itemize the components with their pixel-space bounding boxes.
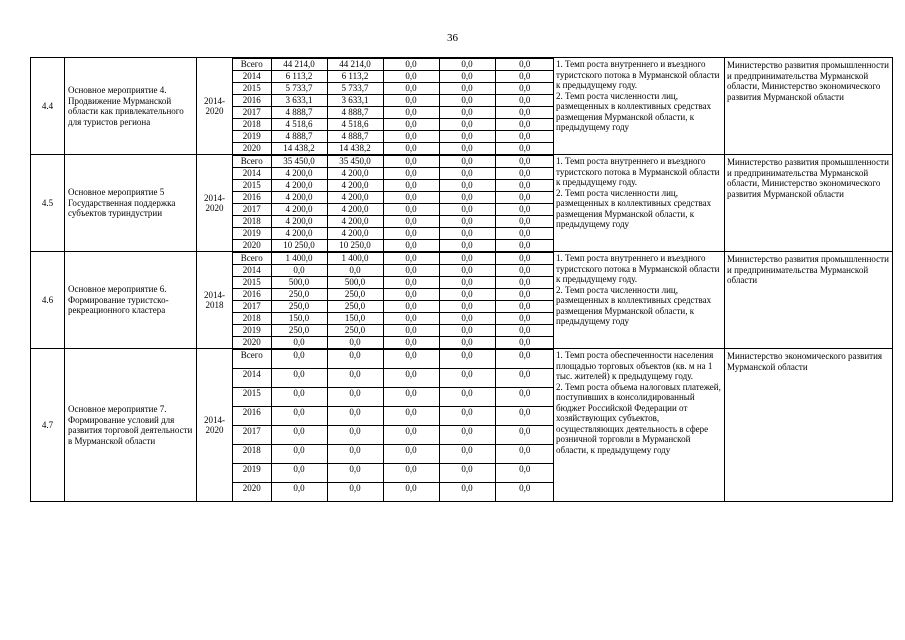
funding-row <box>233 71 554 83</box>
funding-year: 2017 <box>233 426 271 445</box>
funding-row <box>233 192 554 204</box>
funding-value: 0,0 <box>327 369 383 388</box>
responsible-executor: Министерство развития промышленности и предпринимательства Мурманской области, Министерство экономического развития Мурманской области <box>725 155 893 252</box>
funding-value: 4 888,7 <box>271 131 327 143</box>
funding-value: 150,0 <box>271 313 327 325</box>
funding-value: 4 200,0 <box>327 168 383 180</box>
funding-year: 2016 <box>233 95 271 107</box>
funding-value: 0,0 <box>495 228 554 240</box>
funding-value: 0,0 <box>439 407 495 426</box>
funding-value: 0,0 <box>383 289 439 301</box>
funding-value: 0,0 <box>383 369 439 388</box>
funding-value: 0,0 <box>383 228 439 240</box>
funding-value: 0,0 <box>327 464 383 483</box>
funding-value: 1 400,0 <box>327 253 383 265</box>
funding-year: 2018 <box>233 119 271 131</box>
funding-value: 0,0 <box>383 388 439 407</box>
funding-value: 0,0 <box>439 71 495 83</box>
funding-row <box>233 426 554 445</box>
funding-value: 500,0 <box>327 277 383 289</box>
funding-value: 0,0 <box>495 131 554 143</box>
funding-value: 0,0 <box>383 313 439 325</box>
funding-row <box>233 119 554 131</box>
funding-year: 2014 <box>233 265 271 277</box>
funding-value: 0,0 <box>495 289 554 301</box>
funding-value: 14 438,2 <box>327 143 383 155</box>
funding-value: 0,0 <box>495 83 554 95</box>
funding-value: 0,0 <box>495 483 554 502</box>
funding-row <box>233 143 554 155</box>
funding-value: 0,0 <box>271 445 327 464</box>
funding-value: 0,0 <box>383 119 439 131</box>
funding-value: 0,0 <box>495 107 554 119</box>
funding-year: 2018 <box>233 313 271 325</box>
funding-value: 4 200,0 <box>271 216 327 228</box>
funding-value: 0,0 <box>383 350 439 369</box>
funding-value: 0,0 <box>271 265 327 277</box>
funding-value: 0,0 <box>271 388 327 407</box>
funding-value: 4 200,0 <box>327 216 383 228</box>
funding-year: 2017 <box>233 107 271 119</box>
funding-row <box>233 369 554 388</box>
funding-value: 0,0 <box>383 277 439 289</box>
funding-value: 0,0 <box>439 464 495 483</box>
funding-row <box>233 168 554 180</box>
activity-number: 4.5 <box>31 155 65 252</box>
funding-row <box>233 131 554 143</box>
funding-value: 4 200,0 <box>271 168 327 180</box>
funding-year: 2014 <box>233 71 271 83</box>
funding-value: 0,0 <box>383 265 439 277</box>
funding-value: 4 200,0 <box>327 204 383 216</box>
funding-value: 4 200,0 <box>271 228 327 240</box>
funding-value: 0,0 <box>439 301 495 313</box>
funding-value: 4 200,0 <box>271 192 327 204</box>
funding-value: 10 250,0 <box>271 240 327 252</box>
funding-values <box>233 349 554 502</box>
funding-row <box>233 388 554 407</box>
funding-value: 0,0 <box>495 95 554 107</box>
funding-year: 2016 <box>233 407 271 426</box>
funding-value: 0,0 <box>439 143 495 155</box>
funding-value: 4 518,6 <box>271 119 327 131</box>
funding-year: 2019 <box>233 228 271 240</box>
funding-value: 0,0 <box>383 253 439 265</box>
funding-value: 0,0 <box>495 253 554 265</box>
funding-value: 250,0 <box>271 289 327 301</box>
funding-value: 0,0 <box>439 289 495 301</box>
funding-value: 0,0 <box>383 83 439 95</box>
funding-row <box>233 350 554 369</box>
funding-year: 2019 <box>233 325 271 337</box>
funding-value: 0,0 <box>495 388 554 407</box>
funding-value: 500,0 <box>271 277 327 289</box>
activity-period: 2014- 2020 <box>197 58 233 155</box>
funding-value: 0,0 <box>495 325 554 337</box>
funding-value: 0,0 <box>439 265 495 277</box>
funding-value: 0,0 <box>327 483 383 502</box>
funding-value: 0,0 <box>439 388 495 407</box>
responsible-executor: Министерство развития промышленности и предпринимательства Мурманской области <box>725 252 893 349</box>
funding-row <box>233 265 554 277</box>
funding-row <box>233 180 554 192</box>
funding-values <box>233 58 554 155</box>
funding-value: 4 200,0 <box>271 180 327 192</box>
funding-value: 0,0 <box>439 277 495 289</box>
target-indicators: 1. Темп роста внутреннего и въездного туристского потока в Мурманской области к предыдущему году. 2. Темп роста численности лиц, размещенных в коллективных средствах размещения Мурманской области, к предыдущему году <box>554 58 725 155</box>
funding-row <box>233 156 554 168</box>
funding-value: 0,0 <box>495 192 554 204</box>
funding-year: 2016 <box>233 192 271 204</box>
funding-value: 0,0 <box>383 168 439 180</box>
funding-row <box>233 407 554 426</box>
funding-value: 4 888,7 <box>271 107 327 119</box>
funding-row <box>233 240 554 252</box>
funding-value: 44 214,0 <box>327 59 383 71</box>
funding-value: 0,0 <box>271 350 327 369</box>
activity-name: Основное мероприятие 4. Продвижение Мурманской области как привлекательного для туристов региона <box>65 58 197 155</box>
funding-value: 0,0 <box>327 265 383 277</box>
funding-value: 4 200,0 <box>327 228 383 240</box>
funding-year: 2014 <box>233 369 271 388</box>
funding-value: 0,0 <box>383 240 439 252</box>
activity-number: 4.7 <box>31 349 65 502</box>
funding-value: 0,0 <box>271 369 327 388</box>
target-indicators: 1. Темп роста обеспеченности населения площадью торговых объектов (кв. м на 1 тыс. жителей) к предыдущему году. 2. Темп роста объема налоговых платежей, поступивших в консолидированный бюджет Российской Федерации от хозяйствующих субъектов, осуществляющих деятельность в сфере розничной торговли в Мурманской области, к предыдущему году <box>554 349 725 502</box>
funding-value: 0,0 <box>495 265 554 277</box>
funding-row <box>233 216 554 228</box>
funding-value: 44 214,0 <box>271 59 327 71</box>
funding-row <box>233 59 554 71</box>
activity-name: Основное мероприятие 7. Формирование условий для развития торговой деятельности в Мурманской области <box>65 349 197 502</box>
funding-year: 2017 <box>233 204 271 216</box>
funding-value: 3 633,1 <box>327 95 383 107</box>
funding-value: 14 438,2 <box>271 143 327 155</box>
funding-value: 0,0 <box>439 426 495 445</box>
funding-year: 2014 <box>233 168 271 180</box>
funding-value: 0,0 <box>383 445 439 464</box>
funding-value: 35 450,0 <box>327 156 383 168</box>
funding-value: 250,0 <box>271 325 327 337</box>
funding-value: 5 733,7 <box>271 83 327 95</box>
funding-value: 0,0 <box>439 253 495 265</box>
funding-row <box>233 277 554 289</box>
funding-value: 0,0 <box>327 350 383 369</box>
funding-value: 0,0 <box>383 204 439 216</box>
funding-value: 35 450,0 <box>271 156 327 168</box>
funding-value: 0,0 <box>327 426 383 445</box>
funding-year: 2015 <box>233 83 271 95</box>
funding-value: 0,0 <box>271 464 327 483</box>
funding-value: 0,0 <box>327 407 383 426</box>
funding-value: 0,0 <box>383 180 439 192</box>
funding-value: 0,0 <box>439 107 495 119</box>
funding-value: 0,0 <box>495 313 554 325</box>
funding-value: 0,0 <box>383 71 439 83</box>
funding-value: 0,0 <box>495 156 554 168</box>
activity-name: Основное мероприятие 6. Формирование туристско-рекреационного кластера <box>65 252 197 349</box>
funding-value: 0,0 <box>439 445 495 464</box>
funding-value: 0,0 <box>383 337 439 349</box>
funding-value: 0,0 <box>271 407 327 426</box>
responsible-executor: Министерство развития промышленности и предпринимательства Мурманской области, Министерство экономического развития Мурманской области <box>725 58 893 155</box>
funding-value: 0,0 <box>495 426 554 445</box>
page-number: 36 <box>447 32 458 44</box>
funding-row <box>233 313 554 325</box>
funding-value: 4 200,0 <box>327 192 383 204</box>
funding-row <box>233 325 554 337</box>
funding-value: 0,0 <box>495 204 554 216</box>
funding-value: 0,0 <box>439 204 495 216</box>
funding-value: 0,0 <box>383 107 439 119</box>
funding-value: 4 518,6 <box>327 119 383 131</box>
funding-year: Всего <box>233 253 271 265</box>
funding-row <box>233 445 554 464</box>
funding-year: 2017 <box>233 301 271 313</box>
funding-year: 2018 <box>233 445 271 464</box>
funding-value: 0,0 <box>439 59 495 71</box>
funding-value: 0,0 <box>383 464 439 483</box>
funding-value: 0,0 <box>439 313 495 325</box>
funding-value: 250,0 <box>327 325 383 337</box>
funding-value: 150,0 <box>327 313 383 325</box>
activity-period: 2014- 2020 <box>197 349 233 502</box>
funding-year: 2018 <box>233 216 271 228</box>
funding-year: 2015 <box>233 388 271 407</box>
funding-year: 2015 <box>233 277 271 289</box>
funding-values <box>233 155 554 252</box>
funding-row <box>233 483 554 502</box>
funding-value: 0,0 <box>439 192 495 204</box>
activity-row <box>31 155 893 252</box>
activity-number: 4.4 <box>31 58 65 155</box>
activity-name: Основное мероприятие 5 Государственная поддержка субъектов туриндустрии <box>65 155 197 252</box>
funding-year: 2020 <box>233 337 271 349</box>
funding-value: 0,0 <box>383 156 439 168</box>
funding-value: 0,0 <box>439 168 495 180</box>
funding-year: Всего <box>233 59 271 71</box>
funding-value: 0,0 <box>495 168 554 180</box>
funding-value: 0,0 <box>495 350 554 369</box>
funding-value: 0,0 <box>439 83 495 95</box>
target-indicators: 1. Темп роста внутреннего и въездного туристского потока в Мурманской области к предыдущему году. 2. Темп роста численности лиц, размещенных в коллективных средствах размещения Мурманской области, к предыдущему году <box>554 155 725 252</box>
funding-value: 0,0 <box>439 337 495 349</box>
funding-row <box>233 337 554 349</box>
funding-value: 0,0 <box>383 216 439 228</box>
funding-value: 0,0 <box>495 407 554 426</box>
funding-value: 5 733,7 <box>327 83 383 95</box>
funding-value: 6 113,2 <box>271 71 327 83</box>
funding-value: 0,0 <box>383 143 439 155</box>
funding-value: 0,0 <box>383 483 439 502</box>
funding-value: 0,0 <box>383 95 439 107</box>
target-indicators: 1. Темп роста внутреннего и въездного туристского потока в Мурманской области к предыдущему году. 2. Темп роста численности лиц, размещенных в коллективных средствах размещения Мурманской области, к предыдущему году <box>554 252 725 349</box>
funding-value: 0,0 <box>271 483 327 502</box>
funding-value: 0,0 <box>439 483 495 502</box>
funding-value: 0,0 <box>439 180 495 192</box>
funding-row <box>233 301 554 313</box>
funding-year: 2019 <box>233 464 271 483</box>
funding-value: 0,0 <box>495 337 554 349</box>
responsible-executor: Министерство экономического развития Мурманской области <box>725 349 893 502</box>
funding-value: 0,0 <box>383 407 439 426</box>
funding-value: 0,0 <box>383 192 439 204</box>
funding-value: 0,0 <box>495 216 554 228</box>
funding-value: 0,0 <box>271 337 327 349</box>
funding-year: 2020 <box>233 240 271 252</box>
funding-value: 0,0 <box>439 350 495 369</box>
activity-period: 2014- 2018 <box>197 252 233 349</box>
funding-value: 4 200,0 <box>271 204 327 216</box>
funding-year: 2020 <box>233 483 271 502</box>
funding-value: 6 113,2 <box>327 71 383 83</box>
funding-value: 0,0 <box>495 301 554 313</box>
funding-value: 0,0 <box>383 301 439 313</box>
funding-value: 0,0 <box>495 180 554 192</box>
funding-value: 0,0 <box>439 325 495 337</box>
funding-row <box>233 83 554 95</box>
funding-year: Всего <box>233 350 271 369</box>
funding-value: 0,0 <box>383 59 439 71</box>
funding-year: Всего <box>233 156 271 168</box>
activity-row <box>31 349 893 502</box>
funding-value: 4 888,7 <box>327 107 383 119</box>
funding-value: 0,0 <box>439 228 495 240</box>
funding-value: 0,0 <box>383 131 439 143</box>
funding-value: 0,0 <box>439 131 495 143</box>
activity-number: 4.6 <box>31 252 65 349</box>
activity-row <box>31 58 893 155</box>
funding-value: 0,0 <box>495 119 554 131</box>
funding-value: 0,0 <box>439 369 495 388</box>
funding-value: 0,0 <box>495 445 554 464</box>
funding-value: 0,0 <box>327 388 383 407</box>
funding-year: 2016 <box>233 289 271 301</box>
funding-value: 0,0 <box>495 240 554 252</box>
funding-value: 0,0 <box>495 143 554 155</box>
funding-value: 250,0 <box>327 289 383 301</box>
activity-period: 2014- 2020 <box>197 155 233 252</box>
funding-row <box>233 107 554 119</box>
funding-value: 250,0 <box>327 301 383 313</box>
funding-row <box>233 464 554 483</box>
funding-value: 0,0 <box>383 426 439 445</box>
funding-value: 0,0 <box>439 156 495 168</box>
funding-row <box>233 204 554 216</box>
funding-row <box>233 228 554 240</box>
funding-value: 0,0 <box>327 337 383 349</box>
funding-row <box>233 289 554 301</box>
funding-value: 0,0 <box>495 71 554 83</box>
funding-value: 0,0 <box>383 325 439 337</box>
funding-value: 4 200,0 <box>327 180 383 192</box>
funding-value: 0,0 <box>495 369 554 388</box>
funding-year: 2019 <box>233 131 271 143</box>
funding-value: 4 888,7 <box>327 131 383 143</box>
funding-row <box>233 253 554 265</box>
funding-year: 2015 <box>233 180 271 192</box>
funding-value: 0,0 <box>439 119 495 131</box>
funding-value: 0,0 <box>271 426 327 445</box>
funding-value: 0,0 <box>495 464 554 483</box>
funding-value: 0,0 <box>439 95 495 107</box>
activity-row <box>31 252 893 349</box>
funding-value: 0,0 <box>439 216 495 228</box>
funding-value: 0,0 <box>439 240 495 252</box>
funding-value: 1 400,0 <box>271 253 327 265</box>
funding-value: 250,0 <box>271 301 327 313</box>
funding-value: 0,0 <box>327 445 383 464</box>
program-table <box>30 57 893 502</box>
funding-row <box>233 95 554 107</box>
funding-value: 0,0 <box>495 59 554 71</box>
funding-value: 3 633,1 <box>271 95 327 107</box>
funding-values <box>233 252 554 349</box>
funding-value: 0,0 <box>495 277 554 289</box>
funding-value: 10 250,0 <box>327 240 383 252</box>
funding-year: 2020 <box>233 143 271 155</box>
